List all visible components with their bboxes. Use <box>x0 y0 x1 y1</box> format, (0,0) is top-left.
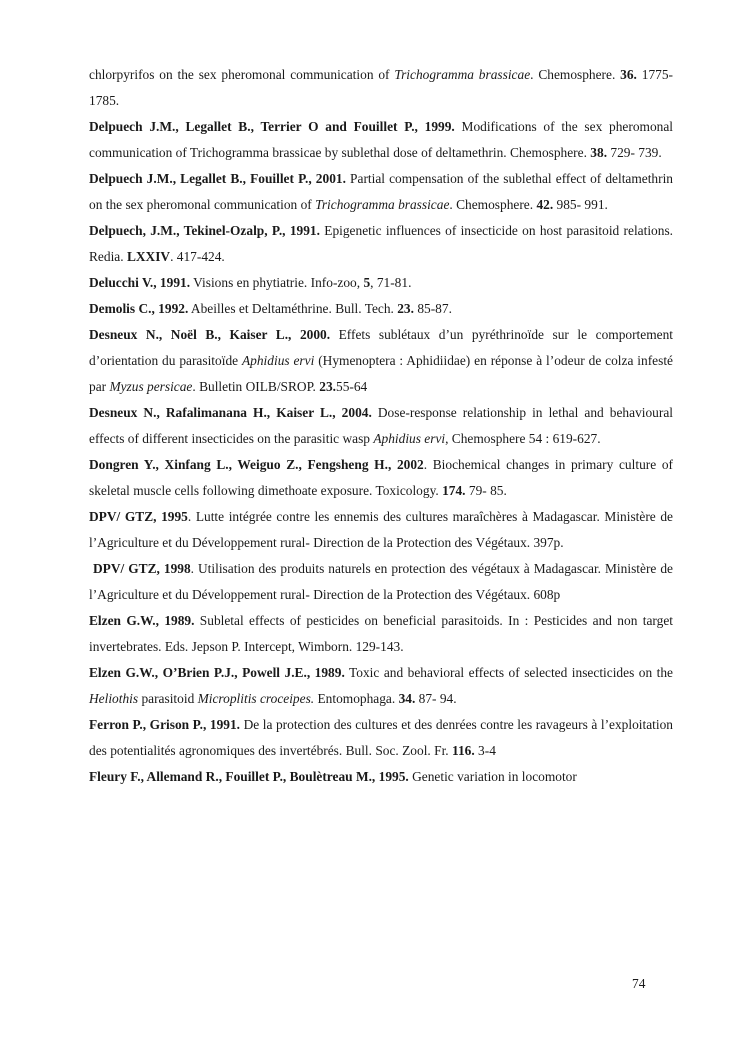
reference-bold-run: Dongren Y., Xinfang L., Weiguo Z., Fengsheng H., 2002 <box>89 457 424 472</box>
reference-text-run: Partial compensation of the sublethal effect of deltamethrin on the sex pheromonal communication of <box>89 171 674 212</box>
reference-entry <box>89 322 673 400</box>
reference-bold-run: Delpuech J.M., Legallet B., Terrier O and Fouillet P., 1999. <box>89 119 455 134</box>
reference-bold-run: Demolis C., 1992. <box>89 301 189 316</box>
reference-entry <box>89 166 673 218</box>
reference-entry <box>89 556 673 608</box>
reference-italic-run: Heliothis <box>89 691 139 706</box>
reference-entry <box>89 400 673 452</box>
reference-text-run: 79- 85. <box>465 483 507 498</box>
reference-text-run: Entomophaga. <box>314 691 399 706</box>
reference-entry <box>89 296 673 322</box>
reference-bold-run: Elzen G.W., O’Brien P.J., Powell J.E., 1989. <box>89 665 345 680</box>
reference-bold-run: Fleury F., Allemand R., Fouillet P., Boulètreau M., 1995. <box>89 769 409 784</box>
reference-text-run: parasitoid <box>138 691 198 706</box>
reference-entry <box>89 660 673 712</box>
reference-text-run: Modifications of the sex pheromonal communication of Trichogramma brassicae by sublethal dose of deltamethrin. Chemosphere. <box>89 119 673 160</box>
reference-text-run: Toxic and behavioral effects of selected insecticides on the <box>344 665 673 680</box>
reference-text-run: 729- 739. <box>607 145 662 160</box>
reference-entry <box>89 62 673 114</box>
reference-bold-run: LXXIV <box>126 249 171 264</box>
reference-italic-run: Trichogramma brassicae <box>394 67 531 82</box>
reference-italic-run: Myzus persicae <box>109 379 193 394</box>
reference-text-run: . 417-424. <box>170 249 225 264</box>
page-number: 74 <box>632 976 646 991</box>
reference-bold-run: 36. <box>620 67 637 82</box>
reference-entry <box>89 504 673 556</box>
reference-text-run: . Biochemical changes in primary culture of skeletal muscle cells following dimethoate exposure. Toxicology. <box>89 457 673 498</box>
reference-text-run: . Lutte intégrée contre les ennemis des cultures maraîchères à Madagascar. Ministère de l’Agriculture et du Développement rural- Direction de la Protection des Végétaux. 397p. <box>89 509 674 550</box>
references-section <box>89 62 673 790</box>
reference-bold-run: Delpuech J.M., Legallet B., Fouillet P., 2001. <box>89 171 346 186</box>
reference-text-run: . Bulletin OILB/SROP. <box>192 379 320 394</box>
reference-text-run: De la protection des cultures et des denrées contre les ravageurs à l’exploitation des potentialités agronomiques des invertébrés. Bull. Soc. Zool. Fr. <box>89 717 673 758</box>
reference-bold-run: Delucchi V., 1991. <box>89 275 191 290</box>
reference-entry <box>89 270 673 296</box>
reference-text-run: , 71-81. <box>370 275 412 290</box>
reference-text-run: . Utilisation des produits naturels en protection des végétaux à Madagascar. Ministère de l’Agriculture et du Développement rural- Direction de la Protection des Végétaux. 608p <box>89 561 673 602</box>
reference-italic-run: Aphidius ervi <box>241 353 315 368</box>
reference-text-run: Effets sublétaux d’un pyréthrinoïde sur le comportement d’orientation du parasitoïde <box>89 327 673 368</box>
reference-text-run: Abeilles et Deltaméthrine. Bull. Tech. <box>188 301 398 316</box>
reference-bold-run: DPV/ GTZ, 1995 <box>89 509 188 524</box>
reference-text-run: 985- 991. <box>553 197 608 212</box>
reference-text-run: 85-87. <box>413 301 452 316</box>
reference-entry <box>89 218 673 270</box>
reference-entry <box>89 712 673 764</box>
reference-italic-run: Trichogramma brassicae <box>315 197 450 212</box>
reference-text-run: . Chemosphere. <box>530 67 621 82</box>
reference-bold-run: 174. <box>442 483 466 498</box>
reference-bold-run: 5 <box>363 275 371 290</box>
reference-bold-run: 38. <box>590 145 608 160</box>
reference-bold-run: 34. <box>398 691 416 706</box>
reference-bold-run: 42. <box>536 197 554 212</box>
reference-italic-run: Microplitis croceipes. <box>197 691 315 706</box>
reference-bold-run: DPV/ GTZ, 1998 <box>89 561 191 576</box>
reference-text-run: 1775- 1785. <box>89 67 673 108</box>
reference-bold-run: Elzen G.W., 1989. <box>89 613 195 628</box>
reference-text-run: 55-64 <box>336 379 368 394</box>
reference-text-run: chlorpyrifos on the sex pheromonal communication of <box>89 67 395 82</box>
reference-text-run: Visions en phytiatrie. Info-zoo, <box>190 275 364 290</box>
reference-text-run: 87- 94. <box>415 691 457 706</box>
reference-entry <box>89 764 673 790</box>
reference-bold-run: Delpuech, J.M., Tekinel-Ozalp, P., 1991. <box>89 223 320 238</box>
reference-bold-run: Ferron P., Grison P., 1991. <box>89 717 241 732</box>
reference-text-run: . Chemosphere. <box>449 197 537 212</box>
reference-entry <box>89 608 673 660</box>
reference-text-run: Genetic variation in locomotor <box>408 769 577 784</box>
reference-text-run: , Chemosphere 54 : 619-627. <box>445 431 601 446</box>
reference-text-run: Dose-response relationship in lethal and behavioural effects of different insecticides on the parasitic wasp <box>89 405 673 446</box>
reference-entry <box>89 452 673 504</box>
reference-entry <box>89 114 673 166</box>
reference-bold-run: 116. <box>451 743 475 758</box>
reference-text-run: Epigenetic influences of insecticide on host parasitoid relations. Redia. <box>89 223 674 264</box>
reference-text-run: Subletal effects of pesticides on beneficial parasitoids. In : Pesticides and non target invertebrates. Eds. Jepson P. Intercept, Wimborn. 129-143. <box>89 613 673 654</box>
reference-italic-run: Aphidius ervi <box>373 431 446 446</box>
reference-bold-run: 23. <box>319 379 336 394</box>
reference-bold-run: Desneux N., Noël B., Kaiser L., 2000. <box>89 327 331 342</box>
reference-text-run: (Hymenoptera : Aphidiidae) en réponse à l’odeur de colza infesté par <box>89 353 673 394</box>
reference-text-run: 3-4 <box>474 743 496 758</box>
reference-bold-run: Desneux N., Rafalimanana H., Kaiser L., 2004. <box>89 405 372 420</box>
reference-bold-run: 23. <box>397 301 414 316</box>
